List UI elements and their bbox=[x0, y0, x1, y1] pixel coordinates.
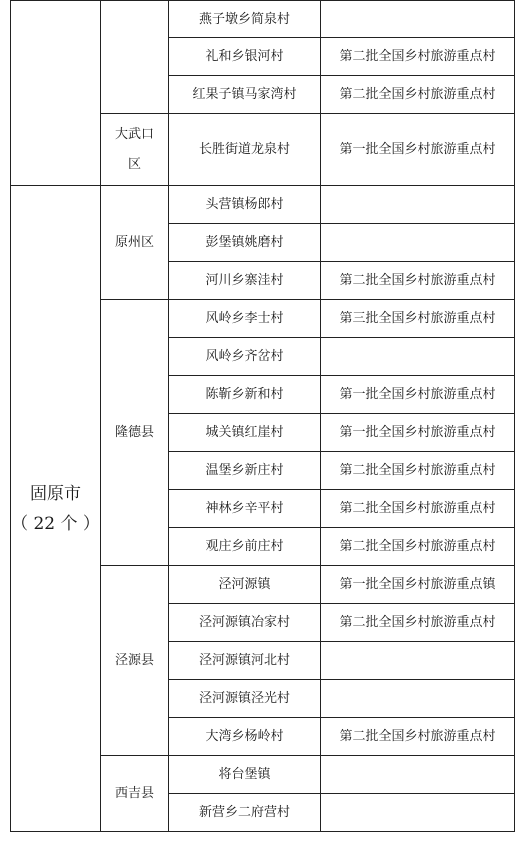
city-name: 固原市 bbox=[30, 483, 81, 504]
city-cell bbox=[11, 1, 101, 186]
district-name-line2: 区 bbox=[127, 156, 141, 172]
village-name: 神林乡辛平村 bbox=[169, 490, 321, 528]
village-note bbox=[321, 680, 515, 718]
village-note: 第三批全国乡村旅游重点村 bbox=[321, 300, 515, 338]
village-name: 河川乡寨洼村 bbox=[169, 262, 321, 300]
district-cell: 泾源县 bbox=[101, 566, 169, 756]
district-cell: 隆德县 bbox=[101, 300, 169, 566]
village-note: 第二批全国乡村旅游重点村 bbox=[321, 490, 515, 528]
village-name: 陈靳乡新和村 bbox=[169, 376, 321, 414]
village-name: 温堡乡新庄村 bbox=[169, 452, 321, 490]
village-name: 城关镇红崖村 bbox=[169, 414, 321, 452]
village-note bbox=[321, 224, 515, 262]
village-note: 第二批全国乡村旅游重点村 bbox=[321, 262, 515, 300]
village-name: 将台堡镇 bbox=[169, 756, 321, 794]
village-name: 泾河源镇 bbox=[169, 566, 321, 604]
village-note: 第二批全国乡村旅游重点村 bbox=[321, 528, 515, 566]
village-table bbox=[10, 0, 515, 832]
village-note bbox=[321, 794, 515, 832]
village-note bbox=[321, 642, 515, 680]
district-cell bbox=[101, 1, 169, 114]
district-name-line1: 大武口 bbox=[114, 126, 154, 142]
village-note: 第一批全国乡村旅游重点村 bbox=[321, 114, 515, 186]
village-name: 泾河源镇河北村 bbox=[169, 642, 321, 680]
village-note bbox=[321, 338, 515, 376]
village-name: 泾河源镇泾光村 bbox=[169, 680, 321, 718]
village-note: 第一批全国乡村旅游重点村 bbox=[321, 376, 515, 414]
village-name: 风岭乡李士村 bbox=[169, 300, 321, 338]
village-name: 风岭乡齐岔村 bbox=[169, 338, 321, 376]
village-note: 第一批全国乡村旅游重点镇 bbox=[321, 566, 515, 604]
village-note: 第一批全国乡村旅游重点村 bbox=[321, 414, 515, 452]
village-name: 大湾乡杨岭村 bbox=[169, 718, 321, 756]
district-cell bbox=[101, 114, 169, 186]
village-note: 第二批全国乡村旅游重点村 bbox=[321, 38, 515, 76]
village-note: 第二批全国乡村旅游重点村 bbox=[321, 76, 515, 114]
village-name: 彭堡镇姚磨村 bbox=[169, 224, 321, 262]
village-name: 新营乡二府营村 bbox=[169, 794, 321, 832]
village-name: 礼和乡银河村 bbox=[169, 38, 321, 76]
village-name: 长胜街道龙泉村 bbox=[169, 114, 321, 186]
district-cell: 原州区 bbox=[101, 186, 169, 300]
district-cell: 西吉县 bbox=[101, 756, 169, 832]
village-name: 燕子墩乡简泉村 bbox=[169, 1, 321, 38]
village-name: 泾河源镇冶家村 bbox=[169, 604, 321, 642]
village-note: 第二批全国乡村旅游重点村 bbox=[321, 604, 515, 642]
village-note: 第二批全国乡村旅游重点村 bbox=[321, 452, 515, 490]
village-note bbox=[321, 756, 515, 794]
city-cell bbox=[11, 186, 101, 832]
village-name: 观庄乡前庄村 bbox=[169, 528, 321, 566]
village-note: 第二批全国乡村旅游重点村 bbox=[321, 718, 515, 756]
village-name: 头营镇杨郎村 bbox=[169, 186, 321, 224]
city-count: （ 22 个 ） bbox=[11, 513, 100, 534]
table-row bbox=[11, 186, 515, 224]
table-row bbox=[11, 1, 515, 38]
village-name: 红果子镇马家湾村 bbox=[169, 76, 321, 114]
village-note bbox=[321, 1, 515, 38]
village-note bbox=[321, 186, 515, 224]
